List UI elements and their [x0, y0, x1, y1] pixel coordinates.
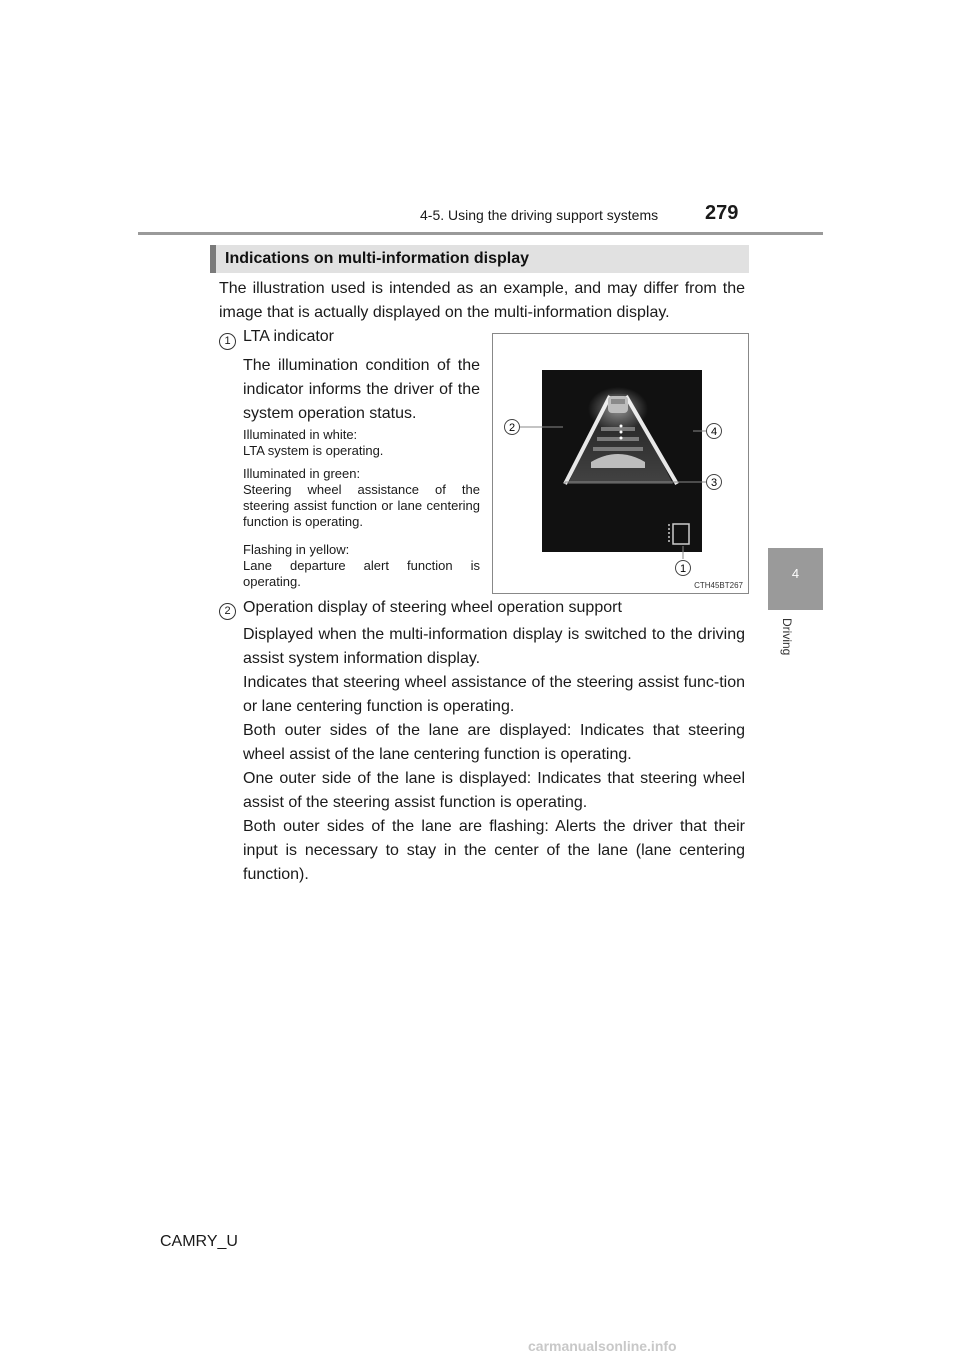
center-dot — [620, 431, 623, 434]
item-2-title: Operation display of steering wheel operation support — [243, 599, 622, 616]
state-green — [243, 466, 480, 530]
item-number-1: 1 — [219, 333, 236, 350]
display-illustration-svg — [493, 334, 748, 593]
state-label: Illuminated in white: — [243, 427, 358, 442]
callout-2-label: 2 — [508, 422, 516, 434]
gap-bar — [593, 447, 643, 451]
item-1-title: LTA indicator — [243, 328, 335, 345]
gap-bar — [597, 437, 639, 441]
state-label: Flashing in yellow: — [243, 542, 350, 557]
state-white — [243, 427, 480, 459]
running-header: 4-5. Using the driving support systems — [420, 207, 659, 223]
callout-4-label: 4 — [710, 426, 718, 438]
figure-code: CTH45BT267 — [694, 581, 743, 590]
item-2-paragraph: Displayed when the multi-information display is switched to the driving assist system information display. — [243, 626, 745, 667]
header-rule — [138, 232, 823, 235]
page-number: 279 — [705, 202, 739, 224]
item-2-paragraph: One outer side of the lane is displayed: Indicates that steering wheel assist of the steering assist function is operating. — [243, 770, 745, 811]
state-yellow — [243, 542, 480, 590]
section-title: Indications on multi-information display — [225, 250, 530, 267]
center-dot — [620, 437, 623, 440]
callout-3-label: 3 — [710, 477, 718, 489]
item-number-2: 2 — [219, 603, 236, 620]
chapter-tab-number: 4 — [791, 566, 800, 581]
item-1-description: The illumination condition of the indicator informs the driver of the system operation status. — [243, 357, 480, 422]
chapter-tab-label: Driving — [780, 618, 794, 656]
preceding-car-window — [611, 399, 625, 404]
item-2-paragraph: Both outer sides of the lane are displayed: Indicates that steering wheel assist of the lane centering function is operating. — [243, 722, 745, 763]
state-text: LTA system is operating. — [243, 443, 384, 458]
intro-paragraph: The illustration used is intended as an example, and may differ from the image that is actually displayed on the multi-information display. — [219, 280, 745, 321]
item-2-paragraph: Both outer sides of the lane are flashing: Alerts the driver that their input is necessary to stay in the center of the lane (lane centering function). — [243, 818, 745, 883]
state-text: Lane departure alert function is operating. — [243, 558, 480, 589]
footer-model: CAMRY_U — [160, 1233, 238, 1250]
gap-bar — [601, 427, 635, 431]
state-label: Illuminated in green: — [243, 466, 361, 481]
callout-1-label: 1 — [679, 563, 687, 575]
center-dot — [620, 425, 623, 428]
state-text: Steering wheel assistance of the steering assist function or lane centering function is operating. — [243, 482, 480, 529]
preceding-car — [608, 396, 628, 413]
item-2-paragraph: Indicates that steering wheel assistance of the steering assist func-tion or lane centering function is operating. — [243, 674, 745, 715]
display-illustration — [492, 333, 749, 594]
watermark: carmanualsonline.info — [528, 1338, 677, 1354]
